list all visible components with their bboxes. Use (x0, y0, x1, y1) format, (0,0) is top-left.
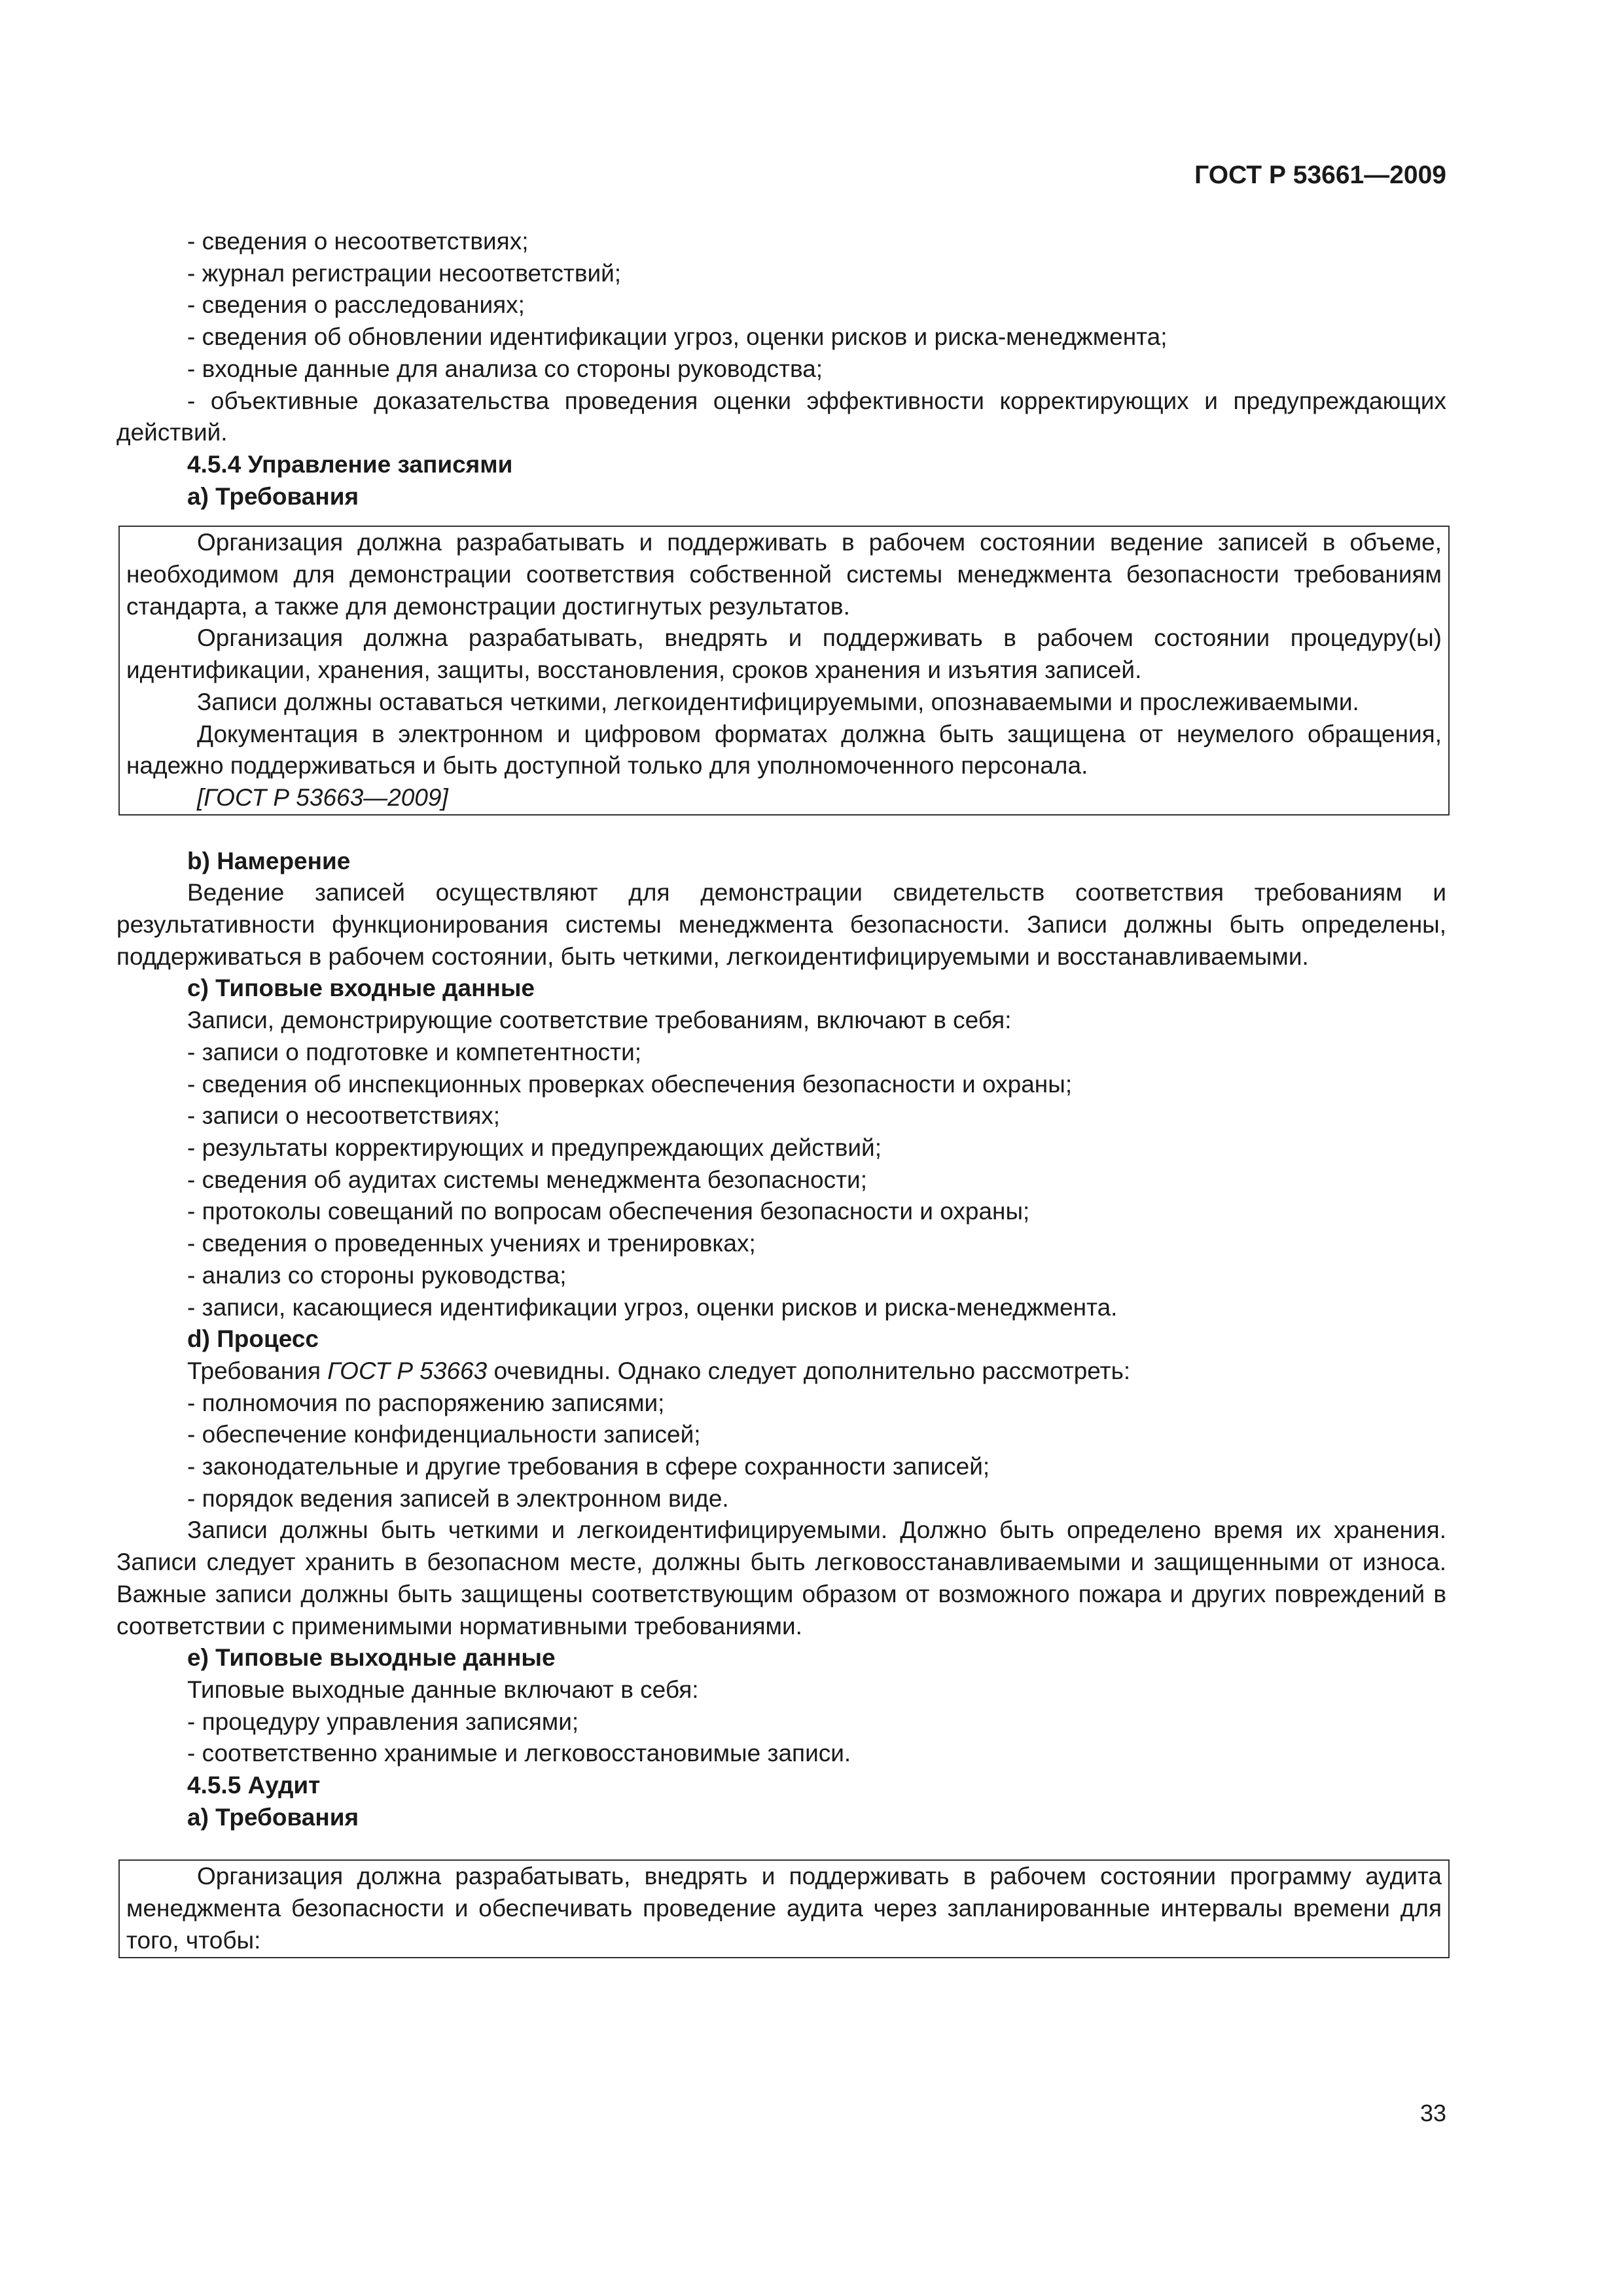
section-heading-4-5-4: 4.5.4 Управление записями (187, 450, 513, 478)
intro-list (116, 226, 1446, 449)
list-item: - записи о несоответствиях; (187, 1102, 501, 1130)
outputs-intro: Типовые выходные данные включают в себя: (187, 1676, 699, 1703)
page-content (116, 226, 1446, 1958)
box-paragraph: Организация должна разрабатывать, внедрять и поддерживать в рабочем состоянии процедуру(ы) идентификации, хранения, защиты, восстановления, сроков хранения и изъятия записей. (126, 624, 1442, 684)
list-item: - процедуру управления записями; (187, 1708, 579, 1735)
subheading-audit-requirements: a) Требования (187, 1803, 359, 1831)
subheading-typical-outputs: e) Типовые выходные данные (187, 1644, 556, 1672)
box-reference: [ГОСТ Р 53663—2009] (197, 783, 448, 811)
box-paragraph: Организация должна разрабатывать и поддерживать в рабочем состоянии ведение записей в объеме, необходимом для демонстрации соответствия собственной системы менеджмента безопасности требованиям стандарта, а также для демонстрации достигнутых результатов. (126, 529, 1442, 620)
subheading-typical-inputs: c) Типовые входные данные (187, 975, 535, 1002)
list-item: - сведения об инспекционных проверках обеспечения безопасности и охраны; (187, 1070, 1073, 1098)
list-item: - журнал регистрации несоответствий; (187, 259, 622, 287)
list-item: - сведения об обновлении идентификации угроз, оценки рисков и риска-менеджмента; (187, 323, 1168, 351)
list-item: - соответственно хранимые и легковосстановимые записи. (187, 1740, 851, 1767)
process-paragraph: Записи должны быть четкими и легкоидентифицируемыми. Должно быть определено время их хранения. Записи следует хранить в безопасном месте, должны быть легковосстанавливаемыми и защищенными от износа. Важные записи должны быть защищены соответствующим образом от возможного пожара и других повреждений в соответствии с применимыми нормативными требованиями. (116, 1516, 1446, 1640)
list-item: - порядок ведения записей в электронном виде. (187, 1484, 729, 1512)
inputs-list (116, 1037, 1446, 1323)
page-number: 33 (1419, 2100, 1446, 2126)
process-list (116, 1388, 1446, 1515)
list-item: - сведения о несоответствиях; (187, 228, 529, 255)
process-intro-post: очевидны. Однако следует дополнительно рассмотреть: (487, 1357, 1131, 1384)
list-item: - записи о подготовке и компетентности; (187, 1038, 642, 1066)
process-intro-standard-ref: ГОСТ Р 53663 (327, 1357, 488, 1384)
document-header-code: ГОСТ Р 53661—2009 (1194, 161, 1446, 189)
requirements-box (118, 526, 1450, 815)
outputs-list (116, 1706, 1446, 1770)
list-item: - сведения о проведенных учениях и тренировках; (187, 1230, 756, 1257)
list-item: - входные данные для анализа со стороны руководства; (187, 355, 823, 382)
list-item: - протоколы совещаний по вопросам обеспечения безопасности и охраны; (187, 1198, 1030, 1225)
list-item: - записи, касающиеся идентификации угроз, оценки рисков и риска-менеджмента. (187, 1293, 1118, 1321)
process-intro-pre: Требования (187, 1357, 328, 1384)
box-paragraph: Организация должна разрабатывать, внедрять и поддерживать в рабочем состоянии программу аудита менеджмента безопасности и обеспечивать проведение аудита через запланированные интервалы времени для того, чтобы: (126, 1863, 1442, 1954)
subheading-requirements: a) Требования (187, 482, 359, 510)
list-item: - полномочия по распоряжению записями; (187, 1389, 665, 1416)
list-item: - сведения об аудитах системы менеджмента безопасности; (187, 1166, 867, 1193)
process-intro (116, 1355, 1446, 1388)
list-item: - законодательные и другие требования в сфере сохранности записей; (187, 1453, 990, 1480)
subheading-process: d) Процесс (187, 1325, 319, 1353)
box-paragraph: Документация в электронном и цифровом форматах должна быть защищена от неумелого обращения, надежно поддерживаться и быть доступной только для уполномоченного персонала. (126, 720, 1442, 780)
list-item: - обеспечение конфиденциальности записей; (187, 1421, 701, 1448)
subheading-intent: b) Намерение (187, 847, 351, 874)
intent-paragraph: Ведение записей осуществляют для демонстрации свидетельств соответствия требованиям и результативности функционирования системы менеджмента безопасности. Записи должны быть определены, поддерживаться в рабочем состоянии, быть четкими, легкоидентифицируемыми и восстанавливаемыми. (116, 879, 1446, 970)
inputs-intro: Записи, демонстрирующие соответствие требованиям, включают в себя: (187, 1007, 1012, 1034)
audit-requirements-box (118, 1859, 1450, 1958)
list-item: - анализ со стороны руководства; (187, 1261, 567, 1289)
list-item: - сведения о расследованиях; (187, 291, 525, 319)
box-paragraph: Записи должны оставаться четкими, легкоидентифицируемыми, опознаваемыми и прослеживаемыми. (197, 688, 1359, 715)
list-item: - результаты корректирующих и предупреждающих действий; (187, 1134, 882, 1161)
section-heading-4-5-5: 4.5.5 Аудит (187, 1772, 321, 1799)
list-item: - объективные доказательства проведения оценки эффективности корректирующих и предупреждающих действий. (116, 387, 1446, 446)
